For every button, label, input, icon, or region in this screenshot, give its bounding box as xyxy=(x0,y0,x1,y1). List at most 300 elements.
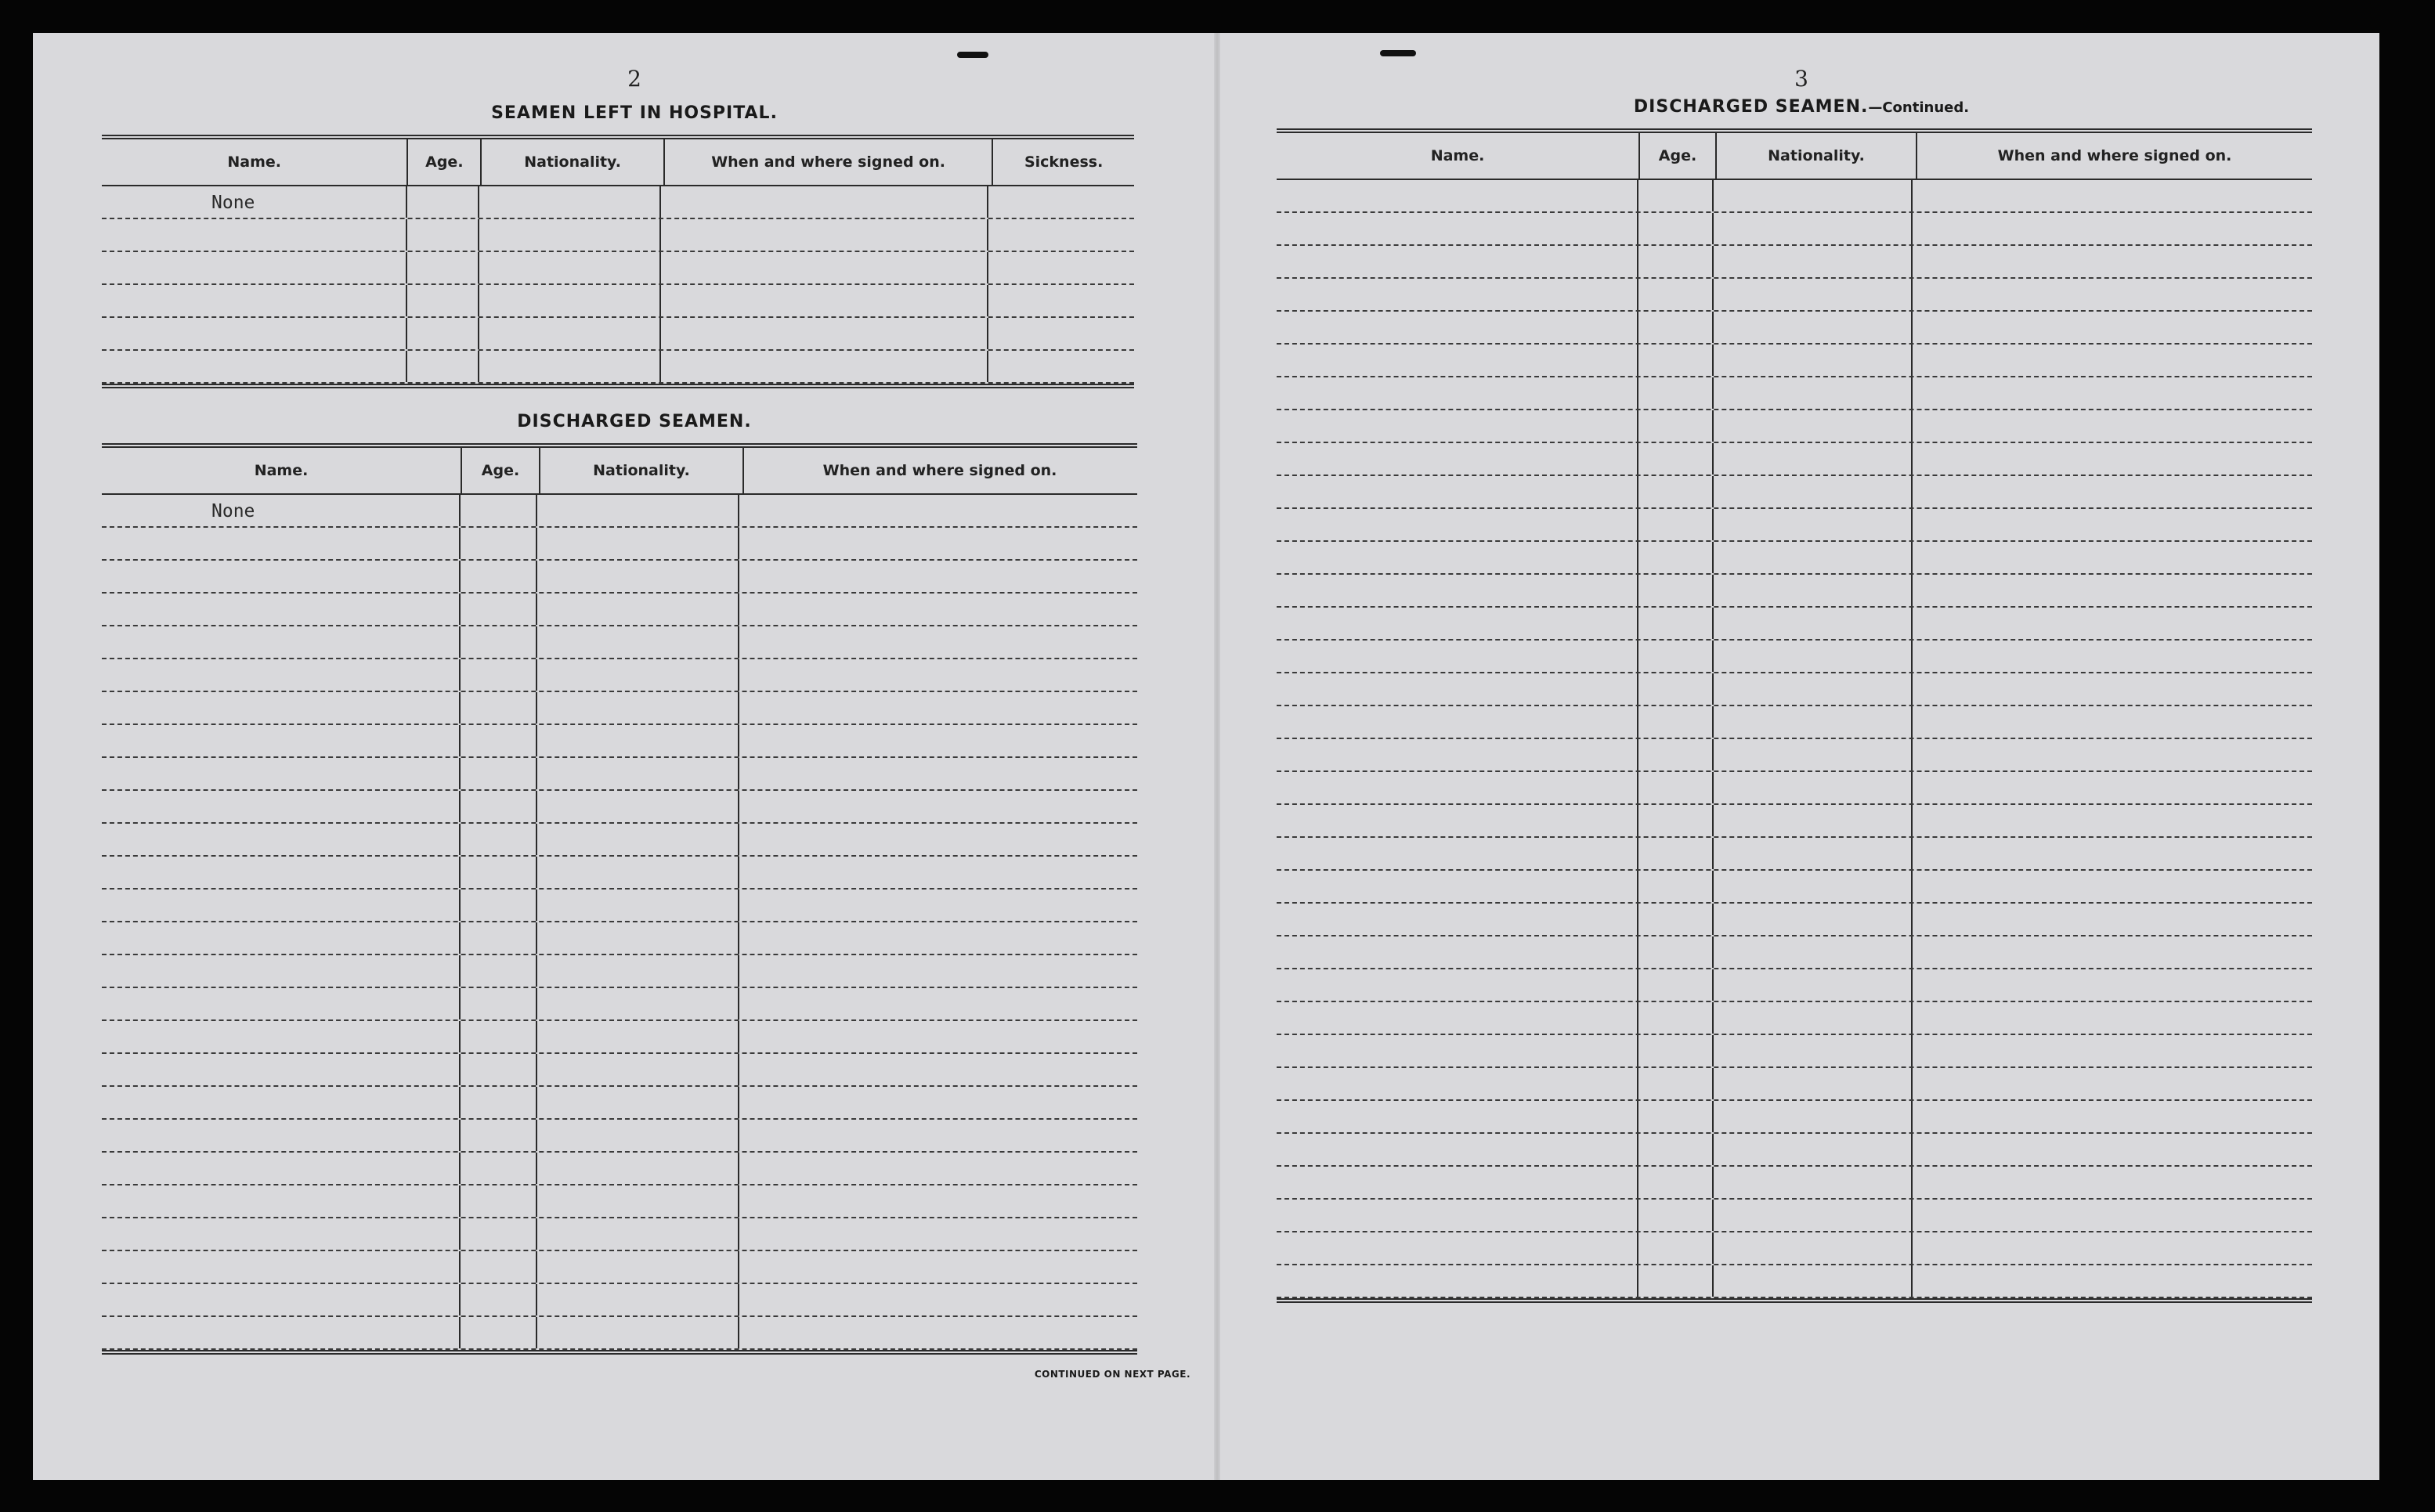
table-cell xyxy=(102,561,461,592)
page-number: 2 xyxy=(627,66,641,92)
table-cell xyxy=(1913,410,2307,442)
table-cell xyxy=(102,1284,461,1315)
table-cell xyxy=(1714,871,1913,902)
table-row xyxy=(1277,213,2312,246)
column-header-age: Age. xyxy=(462,448,540,493)
table-cell xyxy=(1277,509,1638,540)
table-cell xyxy=(739,791,1131,822)
table-cell xyxy=(1913,1068,2307,1099)
table-cell xyxy=(1638,213,1714,244)
table-row xyxy=(102,351,1134,384)
table-cell xyxy=(461,1120,537,1151)
table-cell xyxy=(1277,1265,1638,1297)
table-cell xyxy=(1714,345,1913,376)
table-row xyxy=(102,692,1137,725)
table-row xyxy=(102,1087,1137,1120)
table-row xyxy=(1277,936,2312,969)
table-row xyxy=(102,252,1134,285)
table-cell xyxy=(1638,1134,1714,1165)
table-cell xyxy=(1714,1068,1913,1099)
table-cell xyxy=(1638,542,1714,573)
table-row xyxy=(102,1218,1137,1251)
column-header-name: Name. xyxy=(1277,133,1640,179)
table-cell xyxy=(1913,871,2307,902)
table-cell xyxy=(661,252,988,283)
table-cell xyxy=(1277,706,1638,738)
table-cell xyxy=(1277,871,1638,902)
table-cell xyxy=(661,219,988,251)
table-cell xyxy=(988,285,1129,316)
table-cell xyxy=(102,318,407,349)
table-cell xyxy=(1714,443,1913,475)
table-cell xyxy=(1277,904,1638,935)
table-cell xyxy=(1913,312,2307,343)
hospital-table-header xyxy=(102,139,1134,186)
table-cell xyxy=(461,1185,537,1217)
table-cell xyxy=(739,988,1131,1019)
table-row xyxy=(102,1054,1137,1087)
table-row xyxy=(1277,575,2312,608)
table-cell xyxy=(1277,608,1638,639)
table-cell xyxy=(537,659,739,691)
table-cell xyxy=(739,495,1131,526)
table-cell xyxy=(461,692,537,724)
table-row xyxy=(102,495,1137,528)
table-row xyxy=(1277,509,2312,542)
table-row xyxy=(1277,312,2312,345)
table-cell xyxy=(1714,1101,1913,1132)
table-cell xyxy=(102,285,407,316)
table-cell xyxy=(1714,575,1913,606)
table-row xyxy=(1277,345,2312,377)
table-cell xyxy=(739,626,1131,658)
table-cell xyxy=(1714,1200,1913,1231)
table-cell xyxy=(739,725,1131,756)
table-row xyxy=(102,1120,1137,1153)
table-row xyxy=(1277,410,2312,443)
table-cell xyxy=(479,351,661,382)
table-cell xyxy=(102,890,461,921)
table-cell xyxy=(1913,213,2307,244)
table-row xyxy=(1277,805,2312,838)
table-cell xyxy=(1913,904,2307,935)
column-header-signed-on: When and where signed on. xyxy=(665,139,993,185)
table-row xyxy=(1277,180,2312,213)
table-cell xyxy=(479,318,661,349)
table-cell xyxy=(1714,1232,1913,1264)
table-cell xyxy=(1913,1200,2307,1231)
table-cell xyxy=(1277,969,1638,1001)
table-cell xyxy=(1277,1035,1638,1066)
table-cell xyxy=(1638,476,1714,507)
table-row xyxy=(102,922,1137,955)
table-cell xyxy=(102,1054,461,1085)
table-cell xyxy=(1714,1134,1913,1165)
table-cell xyxy=(1913,180,2307,211)
table-row xyxy=(102,988,1137,1021)
table-cell xyxy=(102,1317,461,1348)
table-cell xyxy=(739,824,1131,855)
table-cell xyxy=(1638,838,1714,869)
table-cell xyxy=(461,1218,537,1250)
table-cell xyxy=(1277,246,1638,277)
table-cell xyxy=(1638,279,1714,310)
table-row xyxy=(102,824,1137,857)
table-row xyxy=(1277,476,2312,509)
table-cell xyxy=(1638,608,1714,639)
table-cell xyxy=(537,1185,739,1217)
table-cell xyxy=(1714,1035,1913,1066)
table-row xyxy=(102,791,1137,824)
discharged-table xyxy=(102,443,1137,1355)
table-cell xyxy=(537,1218,739,1250)
page-fold xyxy=(1214,33,1220,1480)
table-cell xyxy=(461,495,537,526)
table-cell xyxy=(739,1218,1131,1250)
right-page xyxy=(1277,33,2326,1480)
table-cell xyxy=(461,791,537,822)
table-cell xyxy=(1714,608,1913,639)
table-cell xyxy=(537,1087,739,1118)
table-cell xyxy=(1913,1101,2307,1132)
table-cell xyxy=(1277,1232,1638,1264)
table-cell xyxy=(1638,345,1714,376)
page-number: 3 xyxy=(1794,66,1808,92)
table-cell xyxy=(537,791,739,822)
table-cell xyxy=(461,988,537,1019)
table-cell xyxy=(461,1087,537,1118)
table-cell xyxy=(461,955,537,987)
table-cell xyxy=(102,988,461,1019)
table-cell xyxy=(1277,805,1638,836)
table-row xyxy=(102,725,1137,758)
table-cell xyxy=(1913,377,2307,409)
table-cell xyxy=(1714,279,1913,310)
column-header-age: Age. xyxy=(408,139,482,185)
table-row xyxy=(1277,1068,2312,1101)
table-cell xyxy=(1638,1232,1714,1264)
table-cell xyxy=(461,594,537,625)
table-cell xyxy=(461,528,537,559)
table-cell xyxy=(1714,904,1913,935)
table-cell xyxy=(461,857,537,888)
column-header-nationality: Nationality. xyxy=(1717,133,1917,179)
table-cell xyxy=(1638,1200,1714,1231)
table-cell xyxy=(1277,180,1638,211)
table-cell xyxy=(1913,805,2307,836)
table-row xyxy=(102,857,1137,890)
table-cell xyxy=(102,824,461,855)
table-cell xyxy=(102,219,407,251)
table-cell xyxy=(739,1317,1131,1348)
table-cell xyxy=(1638,1035,1714,1066)
table-cell xyxy=(1714,246,1913,277)
table-cell xyxy=(661,318,988,349)
table-cell xyxy=(988,186,1129,218)
discharged-continued-table xyxy=(1277,128,2312,1303)
table-cell xyxy=(461,890,537,921)
table-cell xyxy=(1638,180,1714,211)
table-cell xyxy=(1638,904,1714,935)
table-cell xyxy=(461,1284,537,1315)
table-row xyxy=(1277,443,2312,476)
table-cell xyxy=(461,824,537,855)
table-cell xyxy=(1913,641,2307,672)
table-cell xyxy=(1638,1167,1714,1198)
table-row xyxy=(1277,608,2312,641)
column-header-name: Name. xyxy=(102,448,462,493)
table-cell xyxy=(102,594,461,625)
table-cell xyxy=(661,186,988,218)
table-cell xyxy=(1277,936,1638,968)
table-row xyxy=(102,1021,1137,1054)
document-sheet xyxy=(33,33,2379,1480)
table-cell xyxy=(102,1120,461,1151)
table-cell xyxy=(1913,1134,2307,1165)
table-cell xyxy=(1638,936,1714,968)
table-cell xyxy=(1913,443,2307,475)
table-cell xyxy=(1638,969,1714,1001)
table-row xyxy=(1277,641,2312,673)
table-row xyxy=(102,219,1134,252)
table-cell xyxy=(739,955,1131,987)
table-row xyxy=(102,1185,1137,1218)
table-cell xyxy=(537,1153,739,1184)
column-header-nationality: Nationality. xyxy=(540,448,744,493)
table-cell xyxy=(1913,1265,2307,1297)
section-title-suffix: —Continued. xyxy=(1868,99,1970,116)
table-cell xyxy=(1913,1232,2307,1264)
table-cell xyxy=(1714,312,1913,343)
table-cell xyxy=(407,252,479,283)
table-cell xyxy=(1913,279,2307,310)
table-cell xyxy=(537,1317,739,1348)
table-cell xyxy=(479,219,661,251)
table-row xyxy=(1277,706,2312,739)
table-cell xyxy=(461,725,537,756)
table-cell xyxy=(407,219,479,251)
table-cell xyxy=(988,252,1129,283)
table-cell xyxy=(102,758,461,789)
table-cell xyxy=(1714,180,1913,211)
table-cell xyxy=(102,1021,461,1052)
table-cell xyxy=(1638,772,1714,803)
table-cell xyxy=(1638,575,1714,606)
table-cell xyxy=(988,351,1129,382)
table-row xyxy=(1277,1232,2312,1265)
continued-note: CONTINUED ON NEXT PAGE. xyxy=(1034,1369,1190,1380)
table-row xyxy=(1277,772,2312,805)
table-cell xyxy=(739,1120,1131,1151)
table-cell xyxy=(1714,377,1913,409)
table-cell xyxy=(1277,1002,1638,1034)
table-cell xyxy=(739,1284,1131,1315)
table-row xyxy=(1277,1200,2312,1232)
table-cell xyxy=(988,219,1129,251)
table-cell xyxy=(1638,641,1714,672)
table-cell xyxy=(479,186,661,218)
table-cell xyxy=(1714,542,1913,573)
table-cell xyxy=(1714,1265,1913,1297)
table-cell xyxy=(1913,542,2307,573)
table-cell xyxy=(739,692,1131,724)
column-header-nationality: Nationality. xyxy=(482,139,665,185)
table-cell xyxy=(1277,1134,1638,1165)
table-cell xyxy=(102,1153,461,1184)
table-row xyxy=(1277,904,2312,936)
table-cell xyxy=(1913,1002,2307,1034)
table-row xyxy=(102,594,1137,626)
table-row xyxy=(1277,1035,2312,1068)
table-cell xyxy=(1913,936,2307,968)
table-cell xyxy=(1638,1101,1714,1132)
table-cell xyxy=(1638,246,1714,277)
table-cell xyxy=(739,758,1131,789)
table-cell xyxy=(1714,476,1913,507)
table-cell xyxy=(479,252,661,283)
table-cell xyxy=(537,725,739,756)
table-cell xyxy=(1638,312,1714,343)
table-row xyxy=(102,1251,1137,1284)
column-header-signed-on: When and where signed on. xyxy=(822,462,1057,479)
table-row xyxy=(102,758,1137,791)
table-cell xyxy=(1277,410,1638,442)
table-cell xyxy=(1714,706,1913,738)
section-title-text: DISCHARGED SEAMEN. xyxy=(1633,97,1869,117)
table-cell xyxy=(102,791,461,822)
table-cell xyxy=(1913,706,2307,738)
table-cell xyxy=(102,528,461,559)
table-cell xyxy=(461,1054,537,1085)
table-row xyxy=(1277,838,2312,871)
table-cell xyxy=(1714,410,1913,442)
column-header-name: Name. xyxy=(102,139,408,185)
table-row xyxy=(102,1317,1137,1350)
table-cell xyxy=(461,561,537,592)
table-cell xyxy=(739,1087,1131,1118)
table-cell xyxy=(1638,1068,1714,1099)
table-cell xyxy=(1913,1167,2307,1198)
table-cell xyxy=(1714,805,1913,836)
table-cell xyxy=(537,1021,739,1052)
table-cell xyxy=(1277,345,1638,376)
table-cell xyxy=(1714,673,1913,705)
table-cell xyxy=(1277,1101,1638,1132)
table-row xyxy=(1277,1101,2312,1134)
table-cell xyxy=(1714,509,1913,540)
table-cell xyxy=(102,725,461,756)
table-cell xyxy=(407,186,479,218)
table-cell xyxy=(461,922,537,954)
table-cell xyxy=(739,528,1131,559)
table-cell xyxy=(537,857,739,888)
table-cell xyxy=(537,1054,739,1085)
table-row xyxy=(102,890,1137,922)
table-cell xyxy=(1913,476,2307,507)
table-cell xyxy=(1714,739,1913,770)
table-cell xyxy=(537,561,739,592)
table-cell xyxy=(102,922,461,954)
table-cell xyxy=(102,1185,461,1217)
table-cell xyxy=(537,528,739,559)
table-row xyxy=(1277,739,2312,772)
table-cell xyxy=(537,626,739,658)
hospital-section-title: SEAMEN LEFT IN HOSPITAL. xyxy=(491,103,778,123)
table-row xyxy=(1277,1265,2312,1298)
table-cell xyxy=(1277,542,1638,573)
discharged-section-title: DISCHARGED SEAMEN. xyxy=(517,412,752,431)
table-cell xyxy=(739,857,1131,888)
table-row xyxy=(102,561,1137,594)
table-cell xyxy=(1277,279,1638,310)
table-cell xyxy=(1714,969,1913,1001)
table-cell xyxy=(537,1251,739,1283)
table-row xyxy=(1277,871,2312,904)
table-cell xyxy=(461,659,537,691)
table-row xyxy=(1277,246,2312,279)
column-header-age: Age. xyxy=(1640,133,1717,179)
table-cell xyxy=(537,955,739,987)
column-header-sickness: Sickness. xyxy=(1024,153,1104,171)
table-row xyxy=(102,626,1137,659)
table-cell xyxy=(1638,1002,1714,1034)
table-row xyxy=(102,186,1134,219)
table-cell xyxy=(1913,509,2307,540)
table-cell xyxy=(102,252,407,283)
table-cell xyxy=(1277,1200,1638,1231)
table-row xyxy=(102,955,1137,988)
table-cell xyxy=(537,1120,739,1151)
table-row xyxy=(1277,377,2312,410)
table-cell xyxy=(1277,641,1638,672)
handwritten-entry: None xyxy=(211,501,255,521)
table-cell xyxy=(1277,838,1638,869)
table-cell xyxy=(461,758,537,789)
table-cell xyxy=(1638,871,1714,902)
table-cell xyxy=(1714,213,1913,244)
column-header-signed-on: When and where signed on. xyxy=(1997,147,2232,164)
table-cell xyxy=(461,1251,537,1283)
handwritten-entry: None xyxy=(211,193,255,213)
table-cell xyxy=(1277,673,1638,705)
table-row xyxy=(1277,1134,2312,1167)
table-cell xyxy=(661,351,988,382)
table-cell xyxy=(739,561,1131,592)
table-cell xyxy=(1714,1002,1913,1034)
table-row xyxy=(1277,279,2312,312)
table-cell xyxy=(537,890,739,921)
table-cell xyxy=(1277,739,1638,770)
table-cell xyxy=(1913,673,2307,705)
table-cell xyxy=(739,1251,1131,1283)
table-row xyxy=(1277,969,2312,1002)
table-cell xyxy=(1913,969,2307,1001)
table-row xyxy=(1277,1167,2312,1200)
table-cell xyxy=(1277,213,1638,244)
table-cell xyxy=(1638,673,1714,705)
table-cell xyxy=(1277,312,1638,343)
table-cell xyxy=(1913,575,2307,606)
table-cell xyxy=(102,351,407,382)
table-cell xyxy=(1277,1167,1638,1198)
table-row xyxy=(1277,673,2312,706)
table-cell xyxy=(1714,1167,1913,1198)
table-cell xyxy=(537,988,739,1019)
table-cell xyxy=(102,626,461,658)
table-cell xyxy=(479,285,661,316)
table-cell xyxy=(1638,805,1714,836)
table-row xyxy=(102,659,1137,692)
